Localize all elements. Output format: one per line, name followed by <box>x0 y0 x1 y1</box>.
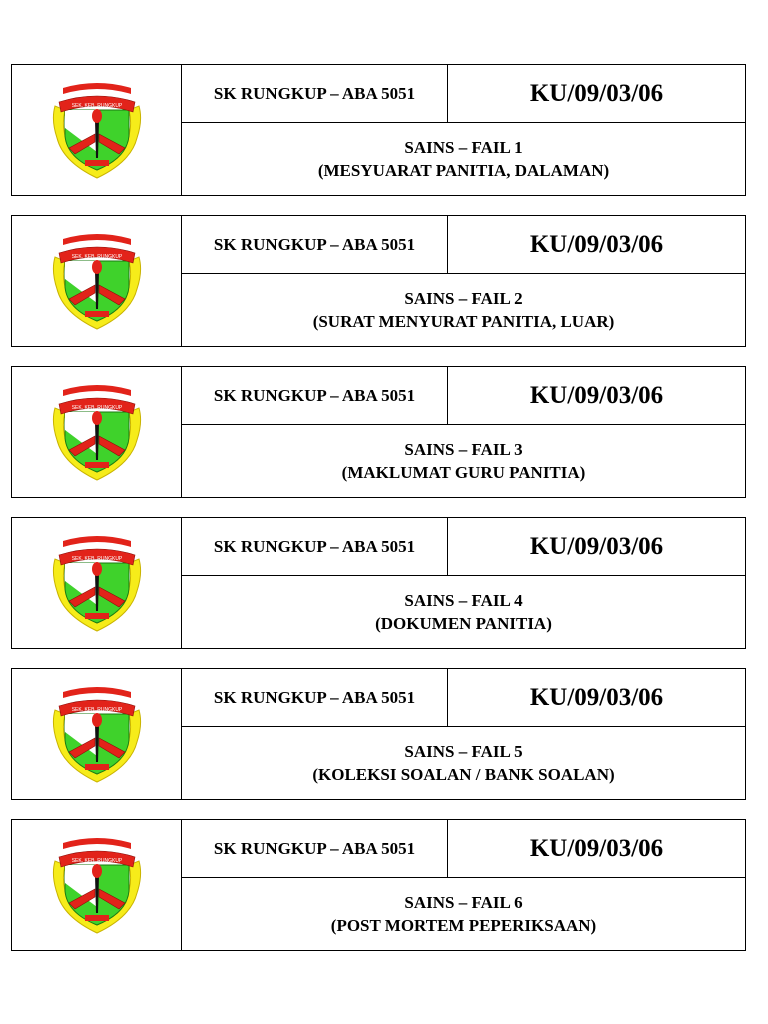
file-subtitle: (DOKUMEN PANITIA) <box>375 614 552 633</box>
file-title-block <box>182 576 745 648</box>
school-name: SK RUNGKUP – ABA 5051 <box>182 518 448 576</box>
school-name: SK RUNGKUP – ABA 5051 <box>182 820 448 878</box>
file-subtitle: (MAKLUMAT GURU PANITIA) <box>341 463 586 482</box>
school-crest-icon <box>49 382 145 482</box>
file-label-4 <box>11 517 746 649</box>
file-title-block <box>182 123 745 195</box>
school-logo <box>12 820 182 950</box>
school-crest-icon <box>49 835 145 935</box>
school-crest-icon <box>49 80 145 180</box>
file-label-1 <box>11 64 746 196</box>
file-code: KU/09/03/06 <box>448 216 745 274</box>
logo-text: SEK. KEB. RUNGKUP <box>71 707 122 713</box>
file-labels-sheet <box>11 64 746 970</box>
school-crest-icon <box>49 231 145 331</box>
school-logo <box>12 367 182 497</box>
file-code: KU/09/03/06 <box>448 367 745 425</box>
school-logo <box>12 669 182 799</box>
file-title-block <box>182 274 745 346</box>
logo-text: SEK. KEB. RUNGKUP <box>71 103 122 109</box>
file-subtitle: (SURAT MENYURAT PANITIA, LUAR) <box>312 312 615 331</box>
file-title: SAINS – FAIL 2 <box>404 289 523 308</box>
file-title-block <box>182 727 745 799</box>
school-logo <box>12 216 182 346</box>
file-code: KU/09/03/06 <box>448 65 745 123</box>
file-subtitle: (KOLEKSI SOALAN / BANK SOALAN) <box>312 765 615 784</box>
file-title: SAINS – FAIL 3 <box>404 440 523 459</box>
file-label-3 <box>11 366 746 498</box>
file-code: KU/09/03/06 <box>448 669 745 727</box>
school-crest-icon <box>49 533 145 633</box>
school-name: SK RUNGKUP – ABA 5051 <box>182 367 448 425</box>
school-name: SK RUNGKUP – ABA 5051 <box>182 669 448 727</box>
school-name: SK RUNGKUP – ABA 5051 <box>182 216 448 274</box>
file-subtitle: (POST MORTEM PEPERIKSAAN) <box>330 916 597 935</box>
school-name: SK RUNGKUP – ABA 5051 <box>182 65 448 123</box>
file-code: KU/09/03/06 <box>448 518 745 576</box>
school-crest-icon <box>49 684 145 784</box>
logo-text: SEK. KEB. RUNGKUP <box>71 254 122 260</box>
file-label-5 <box>11 668 746 800</box>
file-title: SAINS – FAIL 1 <box>404 138 523 157</box>
file-label-2 <box>11 215 746 347</box>
logo-text: SEK. KEB. RUNGKUP <box>71 405 122 411</box>
school-logo <box>12 518 182 648</box>
file-title-block <box>182 878 745 950</box>
file-title-block <box>182 425 745 497</box>
file-label-6 <box>11 819 746 951</box>
file-code: KU/09/03/06 <box>448 820 745 878</box>
file-title: SAINS – FAIL 4 <box>404 591 523 610</box>
file-subtitle: (MESYUARAT PANITIA, DALAMAN) <box>317 161 610 180</box>
school-logo <box>12 65 182 195</box>
file-title: SAINS – FAIL 6 <box>404 893 523 912</box>
file-title: SAINS – FAIL 5 <box>404 742 523 761</box>
logo-text: SEK. KEB. RUNGKUP <box>71 858 122 864</box>
logo-text: SEK. KEB. RUNGKUP <box>71 556 122 562</box>
